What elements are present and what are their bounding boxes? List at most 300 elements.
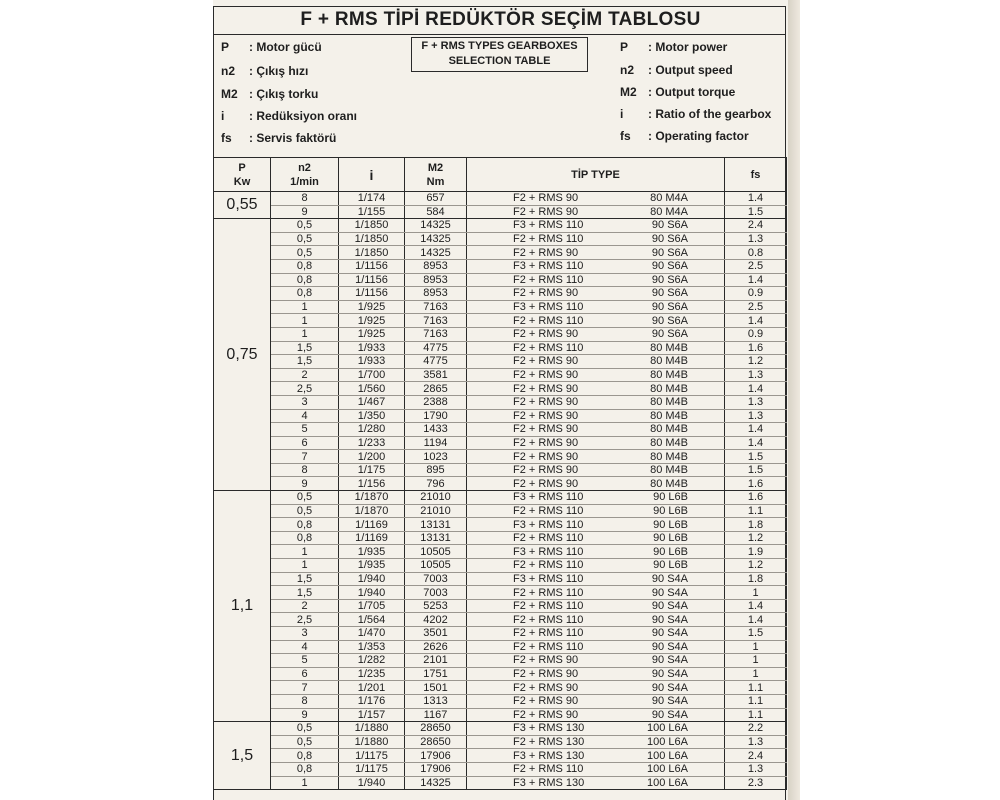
ratio-cell: 1/933 [339,341,405,355]
table-row [214,491,787,505]
gearbox-type: F2 + RMS 90 [513,409,579,422]
service-factor-cell: 1.3 [725,232,787,246]
type-cell [467,627,725,641]
speed-cell: 0,8 [271,273,339,287]
type-cell [467,219,725,233]
service-factor-cell: 1.2 [725,355,787,369]
speed-cell: 1 [271,559,339,573]
service-factor-cell: 1.8 [725,518,787,532]
ratio-cell: 1/1169 [339,531,405,545]
gearbox-type: F2 + RMS 90 [513,396,579,409]
gearbox-type: F2 + RMS 110 [513,532,584,545]
table-row [214,368,787,382]
type-cell [467,586,725,600]
type-cell [467,735,725,749]
service-factor-cell: 1.6 [725,491,787,505]
motor-type: 90 S6A [651,314,688,327]
torque-cell: 8953 [405,259,467,273]
page-title: F + RMS TİPİ REDÜKTÖR SEÇİM TABLOSU [300,9,701,30]
gearbox-type: F2 + RMS 90 [513,477,579,490]
ratio-cell: 1/470 [339,627,405,641]
gearbox-type: F2 + RMS 90 [513,192,579,205]
gearbox-type: F2 + RMS 90 [513,205,579,218]
table-row [214,762,787,776]
service-factor-cell: 1.5 [725,627,787,641]
gearbox-type: F2 + RMS 90 [513,436,579,449]
service-factor-cell: 1.5 [725,463,787,477]
gearbox-type: F2 + RMS 130 [513,736,585,749]
type-cell [467,776,725,790]
english-title-box [411,37,588,72]
table-row [214,572,787,586]
ratio-cell: 1/705 [339,599,405,613]
gearbox-type: F2 + RMS 90 [513,328,579,341]
speed-cell: 6 [271,436,339,450]
motor-type: 80 M4A [650,192,688,205]
torque-cell: 13131 [405,531,467,545]
table-row [214,559,787,573]
speed-cell: 0,8 [271,259,339,273]
type-cell [467,708,725,722]
service-factor-cell: 2.4 [725,749,787,763]
legend-item: fs : Servis faktörü [221,131,337,145]
selection-table [213,157,787,790]
ratio-cell: 1/1156 [339,259,405,273]
type-cell [467,355,725,369]
service-factor-cell: 1.4 [725,436,787,450]
motor-type: 90 S4A [651,695,688,708]
service-factor-cell: 1.9 [725,545,787,559]
ratio-cell: 1/935 [339,559,405,573]
speed-cell: 0,5 [271,722,339,736]
legend-item: i : Redüksiyon oranı [221,109,358,123]
motor-type: 100 L6A [647,776,688,789]
table-row [214,327,787,341]
header-output-torque: M2 Nm [405,158,467,192]
torque-cell: 17906 [405,762,467,776]
gearbox-type: F2 + RMS 90 [513,369,579,382]
ratio-cell: 1/1156 [339,273,405,287]
type-cell [467,749,725,763]
table-row [214,518,787,532]
service-factor-cell: 1.4 [725,423,787,437]
torque-cell: 14325 [405,776,467,790]
ratio-cell: 1/282 [339,654,405,668]
motor-type: 80 M4A [650,205,688,218]
torque-cell: 4775 [405,355,467,369]
motor-type: 80 M4B [650,409,688,422]
motor-type: 90 L6B [653,545,688,558]
torque-cell: 1790 [405,409,467,423]
gearbox-type: F2 + RMS 90 [513,423,579,436]
type-cell [467,463,725,477]
gearbox-type: F2 + RMS 110 [513,559,584,572]
service-factor-cell: 1 [725,640,787,654]
gearbox-type: F3 + RMS 110 [513,491,584,504]
ratio-cell: 1/201 [339,681,405,695]
type-cell [467,504,725,518]
speed-cell: 1,5 [271,355,339,369]
speed-cell: 1,5 [271,341,339,355]
type-cell [467,246,725,260]
service-factor-cell: 1.4 [725,382,787,396]
motor-type: 90 S4A [651,586,688,599]
torque-cell: 1023 [405,450,467,464]
speed-cell: 2 [271,599,339,613]
motor-type: 90 S6A [651,273,688,286]
table-row [214,314,787,328]
ratio-cell: 1/925 [339,314,405,328]
type-cell [467,681,725,695]
gearbox-type: F2 + RMS 90 [513,450,579,463]
motor-type: 90 L6B [653,504,688,517]
motor-type: 80 M4B [650,369,688,382]
table-row [214,722,787,736]
motor-type: 100 L6A [647,749,688,762]
english-title-line-1: F + RMS TYPES GEARBOXES [421,40,578,52]
ratio-cell: 1/1175 [339,749,405,763]
table-row [214,694,787,708]
motor-type: 90 S4A [651,708,688,721]
legend-item: M2 : Output torque [620,85,736,99]
torque-cell: 14325 [405,219,467,233]
gearbox-type: F2 + RMS 110 [513,273,584,286]
torque-cell: 10505 [405,559,467,573]
ratio-cell: 1/233 [339,436,405,450]
torque-cell: 28650 [405,735,467,749]
type-cell [467,694,725,708]
service-factor-cell: 2.2 [725,722,787,736]
ratio-cell: 1/1850 [339,219,405,233]
gearbox-type: F3 + RMS 110 [513,545,584,558]
service-factor-cell: 2.4 [725,219,787,233]
motor-type: 80 M4B [650,423,688,436]
speed-cell: 4 [271,640,339,654]
table-row [214,667,787,681]
table-row [214,273,787,287]
motor-type: 80 M4B [650,341,688,354]
header-ratio: i [339,158,405,192]
gearbox-type: F2 + RMS 110 [513,600,584,613]
english-title-line-2: SELECTION TABLE [448,55,551,67]
gearbox-type: F2 + RMS 90 [513,654,579,667]
service-factor-cell: 1.4 [725,192,787,206]
service-factor-cell: 1 [725,654,787,668]
motor-type: 90 S4A [651,654,688,667]
service-factor-cell: 0.9 [725,327,787,341]
legend-item: i : Ratio of the gearbox [620,107,772,121]
title-divider [213,34,786,35]
service-factor-cell: 2.5 [725,300,787,314]
service-factor-cell: 1.5 [725,205,787,219]
speed-cell: 0,5 [271,232,339,246]
gearbox-type: F2 + RMS 90 [513,695,579,708]
speed-cell: 3 [271,395,339,409]
ratio-cell: 1/353 [339,640,405,654]
type-cell [467,192,725,206]
speed-cell: 0,5 [271,246,339,260]
ratio-cell: 1/175 [339,463,405,477]
motor-type: 100 L6A [647,722,688,735]
torque-cell: 8953 [405,273,467,287]
ratio-cell: 1/174 [339,192,405,206]
speed-cell: 0,8 [271,518,339,532]
service-factor-cell: 1.4 [725,273,787,287]
gearbox-type: F2 + RMS 110 [513,763,584,776]
table-row [214,504,787,518]
service-factor-cell: 1.3 [725,735,787,749]
type-cell [467,559,725,573]
ratio-cell: 1/940 [339,586,405,600]
table-row [214,463,787,477]
type-cell [467,450,725,464]
torque-cell: 17906 [405,749,467,763]
table-row [214,477,787,491]
speed-cell: 0,8 [271,531,339,545]
speed-cell: 1,5 [271,586,339,600]
gearbox-type: F3 + RMS 130 [513,749,585,762]
motor-type: 90 S4A [651,640,688,653]
motor-type: 90 S6A [651,287,688,300]
ratio-cell: 1/1169 [339,518,405,532]
table-row [214,627,787,641]
table-row [214,531,787,545]
torque-cell: 1167 [405,708,467,722]
motor-type: 100 L6A [647,736,688,749]
torque-cell: 13131 [405,518,467,532]
type-cell [467,232,725,246]
torque-cell: 7163 [405,300,467,314]
table-header-row [214,158,787,192]
speed-cell: 7 [271,681,339,695]
service-factor-cell: 1.5 [725,450,787,464]
torque-cell: 5253 [405,599,467,613]
gearbox-type: F2 + RMS 110 [513,233,584,246]
type-cell [467,273,725,287]
service-factor-cell: 1.1 [725,681,787,695]
motor-type: 80 M4B [650,355,688,368]
type-cell [467,341,725,355]
gearbox-type: F3 + RMS 110 [513,301,584,314]
speed-cell: 0,8 [271,749,339,763]
legend-item: P : Motor gücü [221,40,322,54]
table-row [214,599,787,613]
motor-type: 80 M4B [650,450,688,463]
header-type: TİP TYPE [467,158,725,192]
motor-type: 80 M4B [650,436,688,449]
torque-cell: 2626 [405,640,467,654]
speed-cell: 0,5 [271,504,339,518]
service-factor-cell: 2.5 [725,259,787,273]
motor-type: 100 L6A [647,763,688,776]
gearbox-type: F2 + RMS 110 [513,504,584,517]
table-row [214,735,787,749]
table-row [214,708,787,722]
type-cell [467,491,725,505]
gearbox-type: F2 + RMS 90 [513,464,579,477]
table-row [214,395,787,409]
table-row [214,450,787,464]
ratio-cell: 1/176 [339,694,405,708]
torque-cell: 895 [405,463,467,477]
type-cell [467,599,725,613]
service-factor-cell: 1.1 [725,708,787,722]
table-row [214,219,787,233]
ratio-cell: 1/700 [339,368,405,382]
motor-type: 90 S4A [651,681,688,694]
legend-item: n2 : Çıkış hızı [221,64,309,78]
speed-cell: 2,5 [271,613,339,627]
speed-cell: 6 [271,667,339,681]
torque-cell: 14325 [405,232,467,246]
motor-type: 90 S6A [651,246,688,259]
ratio-cell: 1/940 [339,776,405,790]
torque-cell: 7163 [405,327,467,341]
type-cell [467,477,725,491]
motor-type: 80 M4B [650,477,688,490]
service-factor-cell: 0.9 [725,287,787,301]
gearbox-type: F2 + RMS 90 [513,681,579,694]
motor-type: 80 M4B [650,396,688,409]
speed-cell: 0,8 [271,762,339,776]
power-cell: 1,5 [214,722,271,790]
ratio-cell: 1/1880 [339,735,405,749]
type-cell [467,572,725,586]
speed-cell: 9 [271,477,339,491]
torque-cell: 10505 [405,545,467,559]
motor-type: 90 S4A [651,627,688,640]
torque-cell: 4775 [405,341,467,355]
table-row [214,287,787,301]
motor-type: 90 L6B [653,491,688,504]
ratio-cell: 1/1156 [339,287,405,301]
speed-cell: 8 [271,192,339,206]
motor-type: 90 S4A [651,572,688,585]
table-row [214,232,787,246]
ratio-cell: 1/235 [339,667,405,681]
torque-cell: 1194 [405,436,467,450]
speed-cell: 9 [271,708,339,722]
table-row [214,776,787,790]
service-factor-cell: 1.6 [725,341,787,355]
ratio-cell: 1/1850 [339,232,405,246]
service-factor-cell: 1.1 [725,694,787,708]
service-factor-cell: 1.4 [725,599,787,613]
torque-cell: 2101 [405,654,467,668]
speed-cell: 1 [271,327,339,341]
type-cell [467,409,725,423]
service-factor-cell: 1.4 [725,314,787,328]
gearbox-type: F3 + RMS 110 [513,219,584,232]
speed-cell: 9 [271,205,339,219]
power-cell: 0,75 [214,219,271,491]
ratio-cell: 1/933 [339,355,405,369]
table-row [214,654,787,668]
speed-cell: 1,5 [271,572,339,586]
table-row [214,205,787,219]
ratio-cell: 1/155 [339,205,405,219]
speed-cell: 7 [271,450,339,464]
speed-cell: 5 [271,654,339,668]
type-cell [467,518,725,532]
torque-cell: 14325 [405,246,467,260]
torque-cell: 21010 [405,491,467,505]
service-factor-cell: 0.8 [725,246,787,260]
power-cell: 1,1 [214,491,271,722]
motor-type: 80 M4B [650,464,688,477]
ratio-cell: 1/467 [339,395,405,409]
type-cell [467,531,725,545]
ratio-cell: 1/1880 [339,722,405,736]
torque-cell: 657 [405,192,467,206]
service-factor-cell: 1 [725,667,787,681]
type-cell [467,640,725,654]
torque-cell: 4202 [405,613,467,627]
table-row [214,749,787,763]
service-factor-cell: 1 [725,586,787,600]
service-factor-cell: 1.6 [725,477,787,491]
type-cell [467,436,725,450]
type-cell [467,259,725,273]
ratio-cell: 1/350 [339,409,405,423]
torque-cell: 7163 [405,314,467,328]
motor-type: 90 S6A [651,219,688,232]
service-factor-cell: 1.3 [725,409,787,423]
page-edge-shadow [788,0,800,800]
gearbox-type: F3 + RMS 110 [513,260,584,273]
table-row [214,382,787,396]
torque-cell: 2388 [405,395,467,409]
ratio-cell: 1/940 [339,572,405,586]
gearbox-type: F2 + RMS 110 [513,613,584,626]
type-cell [467,722,725,736]
gearbox-type: F2 + RMS 90 [513,355,579,368]
header-output-speed: n2 1/min [271,158,339,192]
torque-cell: 21010 [405,504,467,518]
legend-item: fs : Operating factor [620,129,749,143]
speed-cell: 0,5 [271,735,339,749]
speed-cell: 1 [271,545,339,559]
speed-cell: 1 [271,776,339,790]
type-cell [467,382,725,396]
torque-cell: 28650 [405,722,467,736]
type-cell [467,368,725,382]
type-cell [467,654,725,668]
ratio-cell: 1/564 [339,613,405,627]
gearbox-type: F2 + RMS 90 [513,287,579,300]
ratio-cell: 1/200 [339,450,405,464]
torque-cell: 796 [405,477,467,491]
torque-cell: 8953 [405,287,467,301]
motor-type: 90 S4A [651,600,688,613]
service-factor-cell: 1.8 [725,572,787,586]
torque-cell: 1433 [405,423,467,437]
service-factor-cell: 1.4 [725,613,787,627]
ratio-cell: 1/280 [339,423,405,437]
motor-type: 90 L6B [653,559,688,572]
type-cell [467,423,725,437]
motor-type: 90 S6A [651,260,688,273]
speed-cell: 1 [271,314,339,328]
ratio-cell: 1/925 [339,300,405,314]
speed-cell: 2 [271,368,339,382]
motor-type: 90 L6B [653,532,688,545]
speed-cell: 8 [271,463,339,477]
torque-cell: 1501 [405,681,467,695]
motor-type: 90 S6A [651,301,688,314]
type-cell [467,545,725,559]
gearbox-type: F2 + RMS 110 [513,640,584,653]
